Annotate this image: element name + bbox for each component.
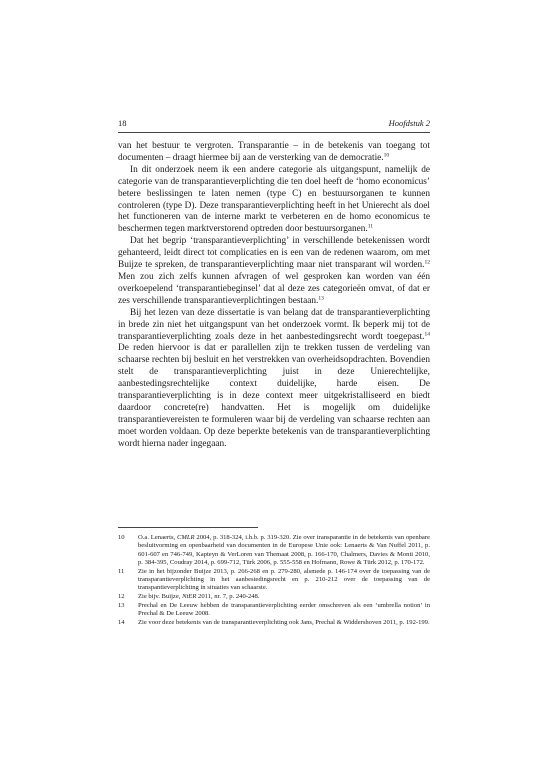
paragraph-text: Dat het begrip ‘transparantieverplichting’ in verschillende betekenissen wordt gehanteerd, leidt direct tot complicaties en is een van de redenen waarom, om met Buijze te spreken, de transparantieverplichting maar niet transparant wil worden. bbox=[118, 236, 430, 271]
footnote-13 bbox=[118, 602, 430, 619]
footnote-text: Zie voor deze betekenis van de transparantieverplichting ook Jans, Prechal & Widdershoven 2011, p. 192-199. bbox=[138, 618, 430, 626]
paragraph-1 bbox=[118, 141, 430, 165]
footnote-text: Prechal en De Leeuw hebben de transparantieverplichting eerder omschreven als een ‘umbrella notion’ in Prechal & De Leeuw 2008. bbox=[138, 601, 430, 618]
footnote-number: 14 bbox=[118, 618, 125, 626]
paragraph-4 bbox=[118, 308, 430, 451]
footnote-number: 11 bbox=[118, 567, 125, 575]
footnote-10 bbox=[118, 534, 430, 567]
footnote-text-part: 2011, nr. 7, p. 240-248. bbox=[196, 593, 260, 601]
footnote-text-part: 2004, p. 318-324, i.h.b. p. 319-320. Zie over transparantie in de betekenis van openbare besluitvorming en openbaarheid van documenten in de Europese Unie ook: Lenaerts & Van Nuffel 2011, p. 601-607 en 746-749, Kapteyn & VerLoren van Themaat 2008, p. 166-170, Chalmers, Davies & Monti 2010, p. 384-395, Coudray 2014, p. 699-712, Türk 2006, p. 555-558 en Hofmann, Rowe & Türk 2012, p. 170-172. bbox=[138, 534, 430, 566]
footnote-14 bbox=[118, 619, 430, 627]
footnote-text-part: Zie bijv. Buijze, bbox=[138, 593, 183, 601]
body-text bbox=[118, 141, 430, 451]
paragraph-text: Men zou zich zelfs kunnen afvragen of wel gesproken kan worden van één overkoepelend ‘transparantiebeginsel’ dat al deze zes categorieën omvat, of dat er zes verschillende transparantieverplichtingen bestaan. bbox=[118, 271, 430, 306]
paragraph-text: De reden hiervoor is dat er parallellen zijn te trekken tussen de verdeling van schaarse rechten bij besluit en het verstrekken van overheidsopdrachten. Bovendien stelt de transparantieverplichting juist in deze Unierechtelijke, aanbestedingsrechtelijke context duidelijke, harde eisen. De transparantieverplichting is in deze context meer uitgekristalliseerd en biedt daardoor concrete(re) handvatten. Het is mogelijk om duidelijke transparantievereisten te formuleren waar bij de verdeling van schaarse rechten aan moet worden voldaan. Op deze beperkte betekenis van de transparantieverplichting wordt hierna nader ingegaan. bbox=[118, 343, 430, 449]
footnote-12 bbox=[118, 593, 430, 601]
journal-title: NtER bbox=[182, 593, 197, 601]
journal-title: CMLR bbox=[176, 534, 195, 541]
footnote-ref[interactable]: 11 bbox=[367, 223, 374, 230]
footnote-number: 10 bbox=[118, 534, 125, 541]
footnote-text: Zie in het bijzonder Buijze 2013, p. 266-268 en p. 279-280, alsmede p. 146-174 over de toepassing van de transparantieverplichting in het aanbestedingsrecht en p. 210-212 over de toepassing van de transpantieverplichting in situaties van schaarste. bbox=[138, 567, 430, 592]
footnote-ref[interactable]: 10 bbox=[383, 152, 390, 159]
footnote-11 bbox=[118, 568, 430, 593]
footnote-text bbox=[138, 593, 430, 601]
footnote-text-part: O.a. Lenaerts, bbox=[138, 534, 177, 541]
paragraph-3 bbox=[118, 236, 430, 307]
paragraph-text: van het bestuur te vergroten. Transparantie – in de betekenis van toegang tot documenten – draagt hiermee bij aan de versterking van de democratie. bbox=[118, 141, 430, 163]
footnote-number: 13 bbox=[118, 601, 125, 609]
footnote-number: 12 bbox=[118, 593, 125, 601]
paragraph-2 bbox=[118, 165, 430, 236]
paragraph-text: Bij het lezen van deze dissertatie is van belang dat de transparantieverplichting in brede zin niet het uitgangspunt van het onderzoek vormt. Ik beperk mij tot de transparantieverplichting zoals deze in het aanbestedingsrecht wordt toegepast. bbox=[118, 307, 430, 342]
footnote-text bbox=[138, 534, 430, 567]
footnote-divider bbox=[118, 527, 258, 528]
chapter-title: Hoofdstuk 2 bbox=[388, 118, 430, 128]
footnote-ref[interactable]: 12 bbox=[424, 259, 430, 266]
page-number: 18 bbox=[118, 118, 127, 128]
running-header bbox=[118, 118, 430, 133]
footnote-ref[interactable]: 13 bbox=[318, 295, 324, 302]
footnote-ref[interactable]: 14 bbox=[424, 331, 430, 337]
paragraph-text: In dit onderzoek neem ik een andere categorie als uitgangspunt, namelijk de categorie van de transparantieverplichting die ten doel heeft de ‘homo economicus’ betere beslissingen te laten nemen (type C) en bestuursorganen te kunnen controleren (type D). Deze transparantieverplichting heeft in het Unierecht als doel het functioneren van de interne markt te verbeteren en de homo economicus te beschermen tegen marktverstorend optreden door bestuursorganen. bbox=[118, 164, 430, 235]
footnotes bbox=[118, 534, 430, 628]
